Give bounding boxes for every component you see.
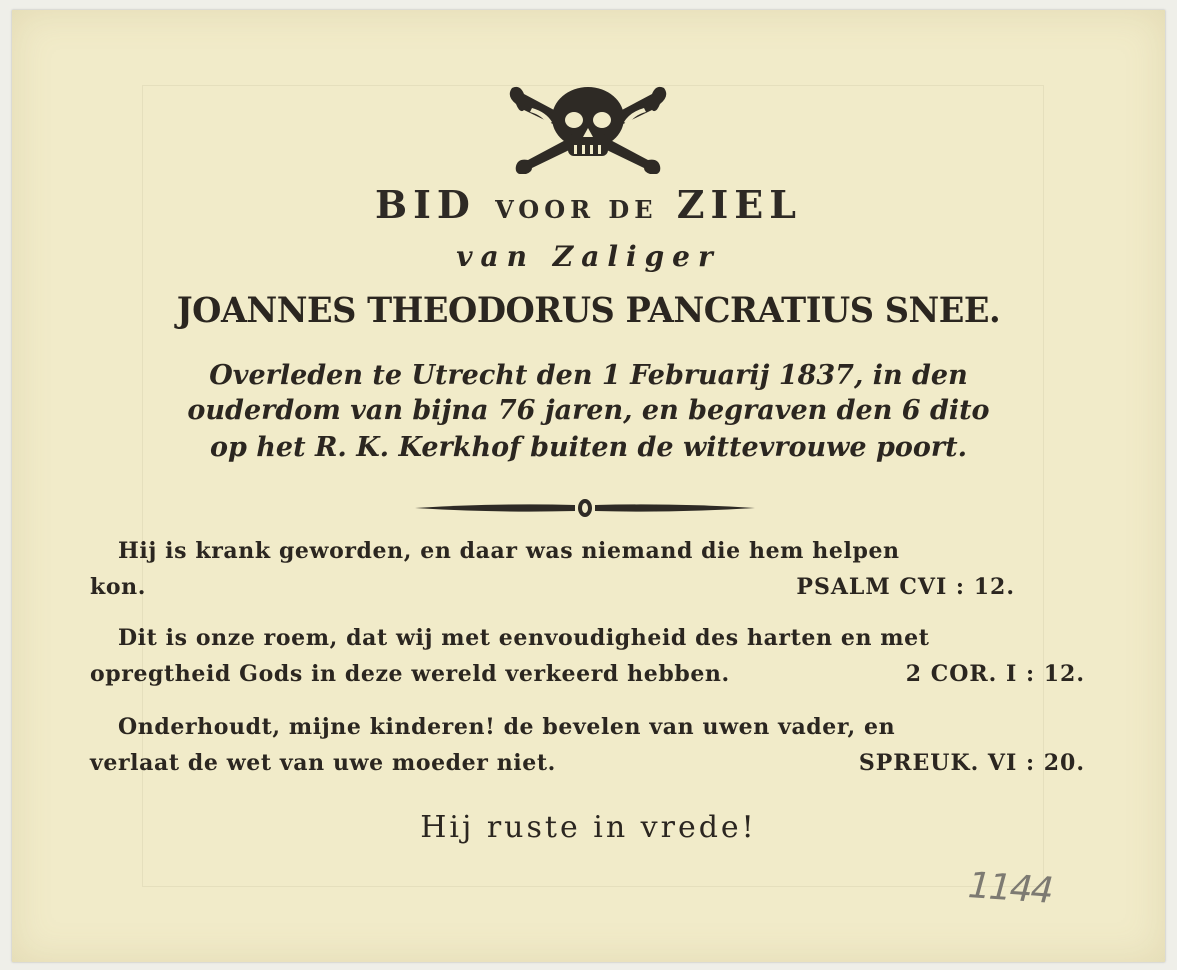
verse-reference: SPREUK. VI : 20. [858,750,1085,776]
verse-corinthians [90,625,1085,697]
verse-line: opregtheid Gods in deze wereld verkeerd hebben. [90,661,730,687]
verse-proverbs [90,714,1085,786]
details-line-1: Overleden te Utrecht den 1 Februarij 1837, in den [209,360,968,391]
verse-reference: 2 COR. I : 12. [905,661,1085,687]
verse-line: Dit is onze roem, dat wij met eenvoudigheid des harten en met [118,625,930,651]
heading-bid: BID [375,182,476,227]
verse-line: Hij is krank geworden, en daar was niemand die hem helpen [118,538,900,564]
closing-blessing: Hij ruste in vrede! [420,810,757,845]
skull-crossbones-icon [498,82,678,174]
handwritten-number: 1144 [966,865,1053,912]
heading-ziel: ZIEL [676,182,802,227]
deceased-name: JOANNES THEODORUS PANCRATIUS SNEE. [176,290,1001,331]
ornament-divider-icon [405,496,765,520]
verse-line: verlaat de wet van uwe moeder niet. [90,750,556,776]
details-line-2: ouderdom van bijna 76 jaren, en begraven den 6 dito [187,395,990,426]
heading-voor-de: VOOR DE [495,195,658,224]
verse-line: Onderhoudt, mijne kinderen! de bevelen van uwen vader, en [118,714,896,740]
subheading: van Zaliger [456,240,721,273]
verse-line: kon. [90,574,146,600]
verse-psalm [90,538,1085,610]
verse-reference: PSALM CVI : 12. [796,574,1015,600]
heading [0,182,1177,227]
details-line-3: op het R. K. Kerkhof buiten de wittevrouwe poort. [209,432,967,463]
